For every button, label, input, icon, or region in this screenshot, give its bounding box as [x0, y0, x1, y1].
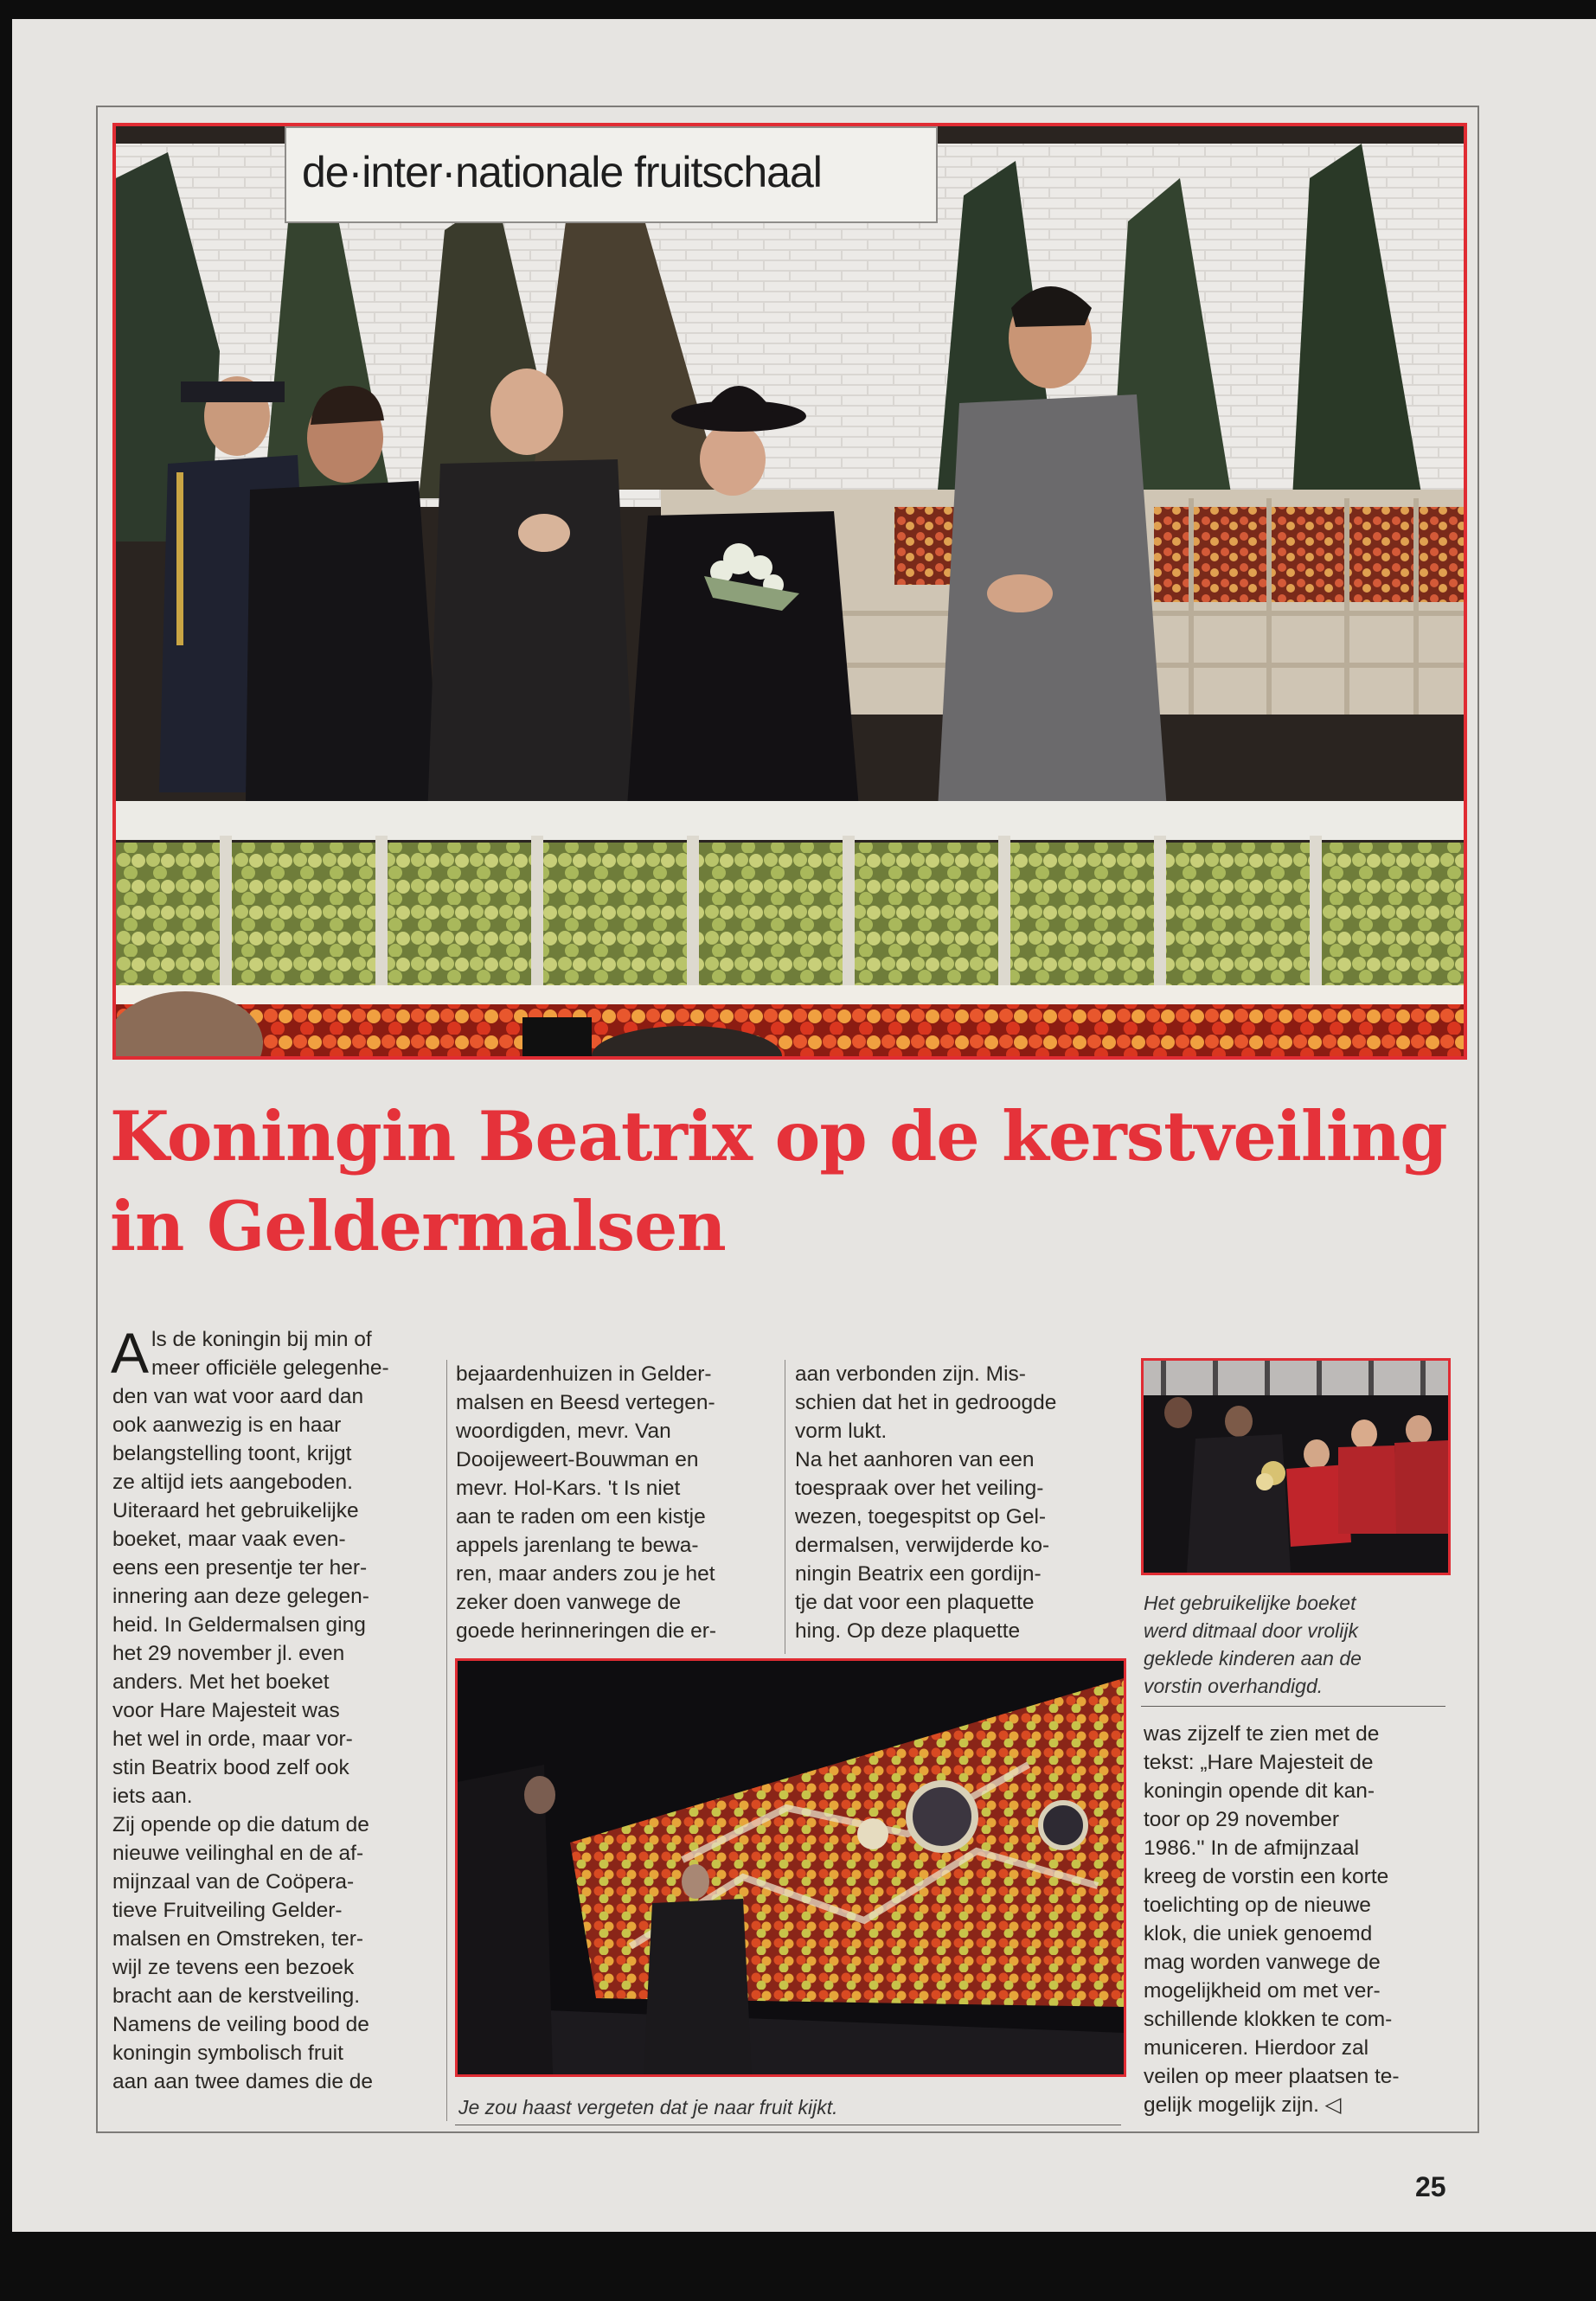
- mosaic-photo-caption: Je zou haast vergeten dat je naar fruit kijkt.: [458, 2096, 838, 2118]
- column-divider-1: [446, 1360, 447, 2121]
- scan-edge: [0, 2232, 1596, 2301]
- column-4-text: was zijzelf te zien met de tekst: „Hare Majesteit de koningin opende dit kan- toor op 29 november 1986.'' In de afmijnzaal kreeg de vorstin een korte toelichting op de nieuwe klok, die uniek genoemd mag worden vanwege de mogelijkheid om met ver- schillende klokken te com- municeren. Hierdoor zal veilen op meer plaatsen te- gelijk mogelijk zijn. ◁: [1144, 1722, 1400, 2117]
- column-3-text: aan verbonden zijn. Mis- schien dat het in gedroogde vorm lukt. Na het aanhoren van een toespraak over het veiling- wezen, toegespitst op Gel- dermalsen, verwijderde ko- ningin Beatrix een gordijn- tje dat voor een plaquette hing. Op deze plaquette: [795, 1362, 1057, 1643]
- article-title-line-1: Koningin Beatrix op de kerstveiling: [110, 1096, 1447, 1176]
- drop-cap: A: [111, 1321, 150, 1385]
- small-caption-rule: [1141, 1706, 1445, 1707]
- article-column-2: [456, 1360, 776, 1645]
- column-2-text: bejaardenhuizen in Gelder- malsen en Beesd vertegen- woordigden, mevr. Van Dooijeweert-Bouwman en mevr. Hol-Kars. 't Is niet aan te raden om een kistje appels jarenlang te bewa- ren, maar anders zou je het zeker doen vanwege de goede herinneringen die er-: [456, 1362, 717, 1643]
- magazine-page: [12, 19, 1596, 2284]
- fruitschaal-sign-text: de·inter·nationale fruitschaal: [302, 148, 822, 196]
- page-number: 25: [1415, 2171, 1446, 2202]
- children-bouquet-photo: [1141, 1358, 1451, 1575]
- column-1-text: ls de koningin bij min of meer officiële gelegenhe- den van wat voor aard dan ook aanwezig is en haar belangstelling toont, krijgt ze altijd iets aangeboden. Uiteraard het gebruikelijke boeket, maar vaak even- eens een presentje ter her- innering aan deze gelegen- heid. In Geldermalsen ging het 29 november jl. even anders. Met het boeket voor Hare Majesteit was het wel in orde, maar vor- stin Beatrix bood zelf ook iets aan. Zij opende op die datum de nieuwe veilinghal en de af- mijnzaal van de Coöpera- tieve Fruitveiling Gelder- malsen en Omstreken, ter- wijl ze tevens een bezoek bracht aan de kerstveiling. Namens de veiling bood de koningin symbolisch fruit aan aan twee dames die de: [112, 1328, 389, 2093]
- main-photo-queen-at-fruit-auction: [112, 123, 1467, 1060]
- article-column-1: [111, 1321, 439, 2096]
- article-column-3: [795, 1360, 1119, 1645]
- article-title-line-2: in Geldermalsen: [110, 1186, 726, 1266]
- children-photo-caption: Het gebruikelijke boeket werd ditmaal door vrolijk geklede kinderen aan de vorstin overhandigd.: [1144, 1592, 1362, 1697]
- article-title: [110, 1092, 1459, 1272]
- article-column-4: [1144, 1720, 1455, 2119]
- fruit-mosaic-photo: [455, 1658, 1126, 2077]
